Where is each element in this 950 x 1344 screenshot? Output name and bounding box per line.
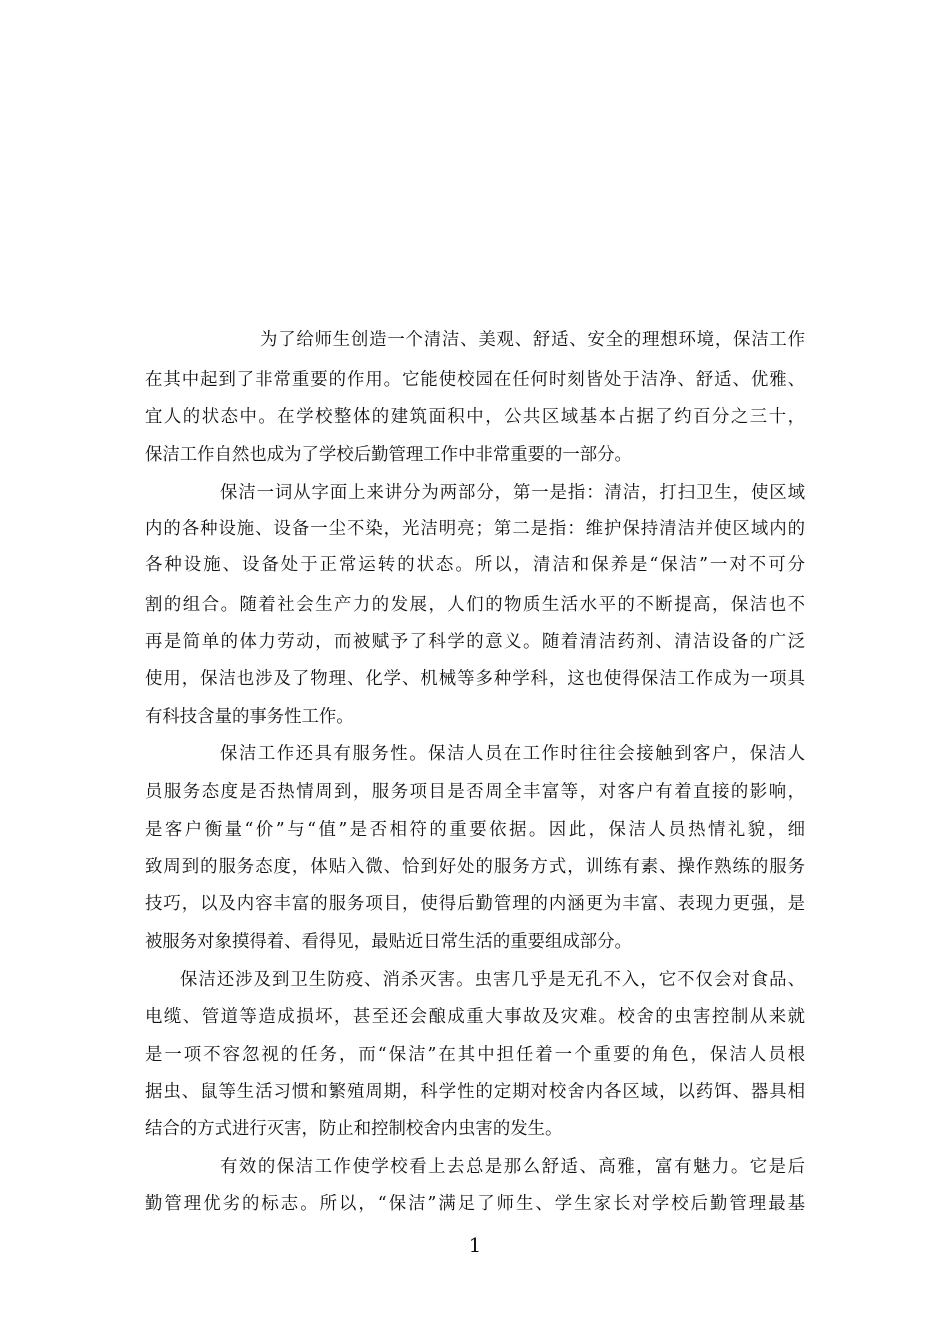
paragraph-5-line-2: 勤管理优劣的标志。所以，“保洁”满足了师生、学生家长对学校后勤管理最基 xyxy=(145,1194,805,1214)
paragraph-3-line-6: 被服务对象摸得着、看得见，最贴近日常生活的重要组成部分。 xyxy=(145,932,632,952)
paragraph-2-line-4: 割的组合。随着社会生产力的发展，人们的物质生活水平的不断提高，保洁也不 xyxy=(145,595,805,615)
paragraph-3-line-5: 技巧，以及内容丰富的服务项目，使得后勤管理的内涵更为丰富、表现力更强，是 xyxy=(145,894,805,914)
paragraph-2-line-7: 有科技含量的事务性工作。 xyxy=(145,707,354,727)
paragraph-4-line-5: 结合的方式进行灭害，防止和控制校舍内虫害的发生。 xyxy=(145,1119,563,1139)
paragraph-1-line-2: 在其中起到了非常重要的作用。它能使校园在任何时刻皆处于洁净、舒适、优雅、 xyxy=(145,370,805,390)
paragraph-2-line-5: 再是简单的体力劳动，而被赋予了科学的意义。随着清洁药剂、清洁设备的广泛 xyxy=(145,632,805,652)
paragraph-4-line-3: 是一项不容忽视的任务，而“保洁”在其中担任着一个重要的角色，保洁人员根 xyxy=(145,1045,805,1065)
paragraph-1-line-1: 为了给师生创造一个清洁、美观、舒适、安全的理想环境，保洁工作 xyxy=(260,330,805,350)
paragraph-4-line-4: 据虫、鼠等生活习惯和繁殖周期，科学性的定期对校舍内各区域，以药饵、器具相 xyxy=(145,1082,805,1102)
paragraph-1-line-4: 保洁工作自然也成为了学校后勤管理工作中非常重要的一部分。 xyxy=(145,445,632,465)
paragraph-3-line-3: 是客户衡量“价”与“值”是否相符的重要依据。因此，保洁人员热情礼貌，细 xyxy=(145,820,805,840)
page-number: 1 xyxy=(468,1233,482,1257)
paragraph-3-line-1: 保洁工作还具有服务性。保洁人员在工作时往往会接触到客户，保洁人 xyxy=(220,744,805,764)
paragraph-3-line-2: 员服务态度是否热情周到，服务项目是否周全丰富等，对客户有着直接的影响， xyxy=(145,782,805,802)
paragraph-2-line-2: 内的各种设施、设备一尘不染，光洁明亮；第二是指：维护保持清洁并使区域内的 xyxy=(145,519,805,539)
paragraph-3-line-4: 致周到的服务态度，体贴入微、恰到好处的服务方式，训练有素、操作熟练的服务 xyxy=(145,857,805,877)
paragraph-2-line-1: 保洁一词从字面上来讲分为两部分，第一是指：清洁，打扫卫生，使区域 xyxy=(220,483,805,503)
paragraph-4-line-1: 保洁还涉及到卫生防疫、消杀灭害。虫害几乎是无孔不入，它不仅会对食品、 xyxy=(180,970,805,990)
paragraph-1-line-3: 宜人的状态中。在学校整体的建筑面积中，公共区域基本占据了约百分之三十， xyxy=(145,407,805,427)
paragraph-2-line-6: 使用，保洁也涉及了物理、化学、机械等多种学科，这也使得保洁工作成为一项具 xyxy=(145,669,805,689)
paragraph-4-line-2: 电缆、管道等造成损坏，甚至还会酿成重大事故及灾难。校舍的虫害控制从来就 xyxy=(145,1007,805,1027)
paragraph-2-line-3: 各种设施、设备处于正常运转的状态。所以，清洁和保养是“保洁”一对不可分 xyxy=(145,555,805,575)
paragraph-5-line-1: 有效的保洁工作使学校看上去总是那么舒适、高雅，富有魅力。它是后 xyxy=(220,1157,805,1177)
